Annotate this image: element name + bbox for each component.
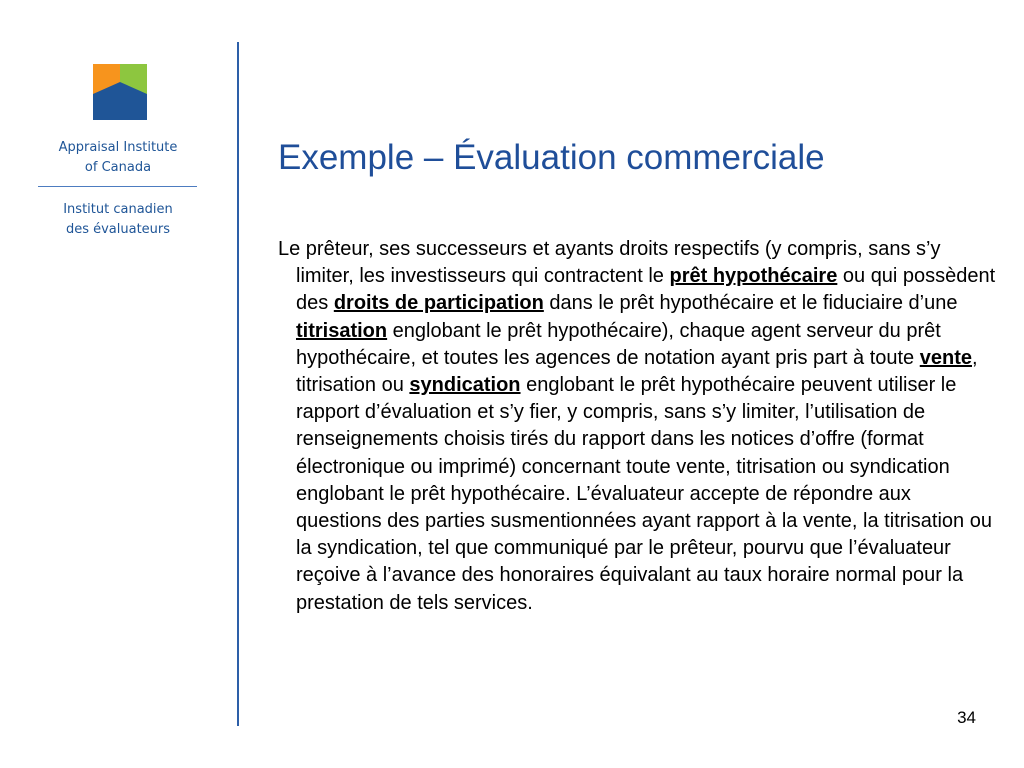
institute-logo <box>90 62 148 122</box>
brand-divider <box>38 186 197 187</box>
institute-name-english <box>34 138 202 178</box>
institute-name-english-line1: Appraisal Institute <box>58 140 178 155</box>
body-text-segment: Le prêteur, ses successeurs et ayants droits respectifs (y compris, sans s’y limiter, les investisseurs qui contractent le <box>278 238 941 288</box>
slide-title: Exemple – Évaluation commerciale <box>278 138 825 177</box>
body-text-segment: englobant le prêt hypothécaire), chaque agent serveur du prêt hypothécaire, et toutes les agences de notation ayant pris part à toute <box>296 319 941 369</box>
term-vente: vente <box>919 346 972 369</box>
term-syndication: syndication <box>409 374 521 397</box>
slide-page-number: 34 <box>957 708 976 727</box>
body-text-segment: dans le prêt hypothécaire et le fiduciaire d’une <box>543 292 958 315</box>
slide-body-paragraph <box>278 236 1000 617</box>
sidebar-vertical-rule <box>237 42 239 726</box>
body-text-segment: ou qui possèdent des <box>296 265 996 315</box>
institute-name-french <box>34 200 202 240</box>
term-droits-de-participation: droits de participation <box>333 292 544 315</box>
institute-name-english-line2: of Canada <box>84 160 152 175</box>
body-text-segment: , titrisation ou <box>296 346 978 397</box>
term-titrisation: titrisation <box>296 319 388 342</box>
body-text-segment: englobant le prêt hypothécaire peuvent utiliser le rapport d’évaluation et s’y fier, y compris, sans s’y limiter, l’utilisation de renseignements choisis tirés du rapport dans les notices d’offre (format électronique ou imprimé) concernant toute vente, titrisation ou syndication englobant le prêt hypothécaire. L’évaluateur accepte de répondre aux questions des parties susmentionnées ayant rapport à la vente, la titrisation ou la syndication, tel que communiqué par le prêteur, pourvu que l’évaluateur reçoive à l’avance des honoraires équivalant au taux horaire normal pour la prestation de tels services. <box>296 374 992 614</box>
institute-logo-icon <box>90 62 148 122</box>
institute-name-french-line1: Institut canadien <box>63 202 173 217</box>
term-pret-hypothecaire: prêt hypothécaire <box>669 265 838 288</box>
institute-name-french-line2: des évaluateurs <box>65 222 171 237</box>
